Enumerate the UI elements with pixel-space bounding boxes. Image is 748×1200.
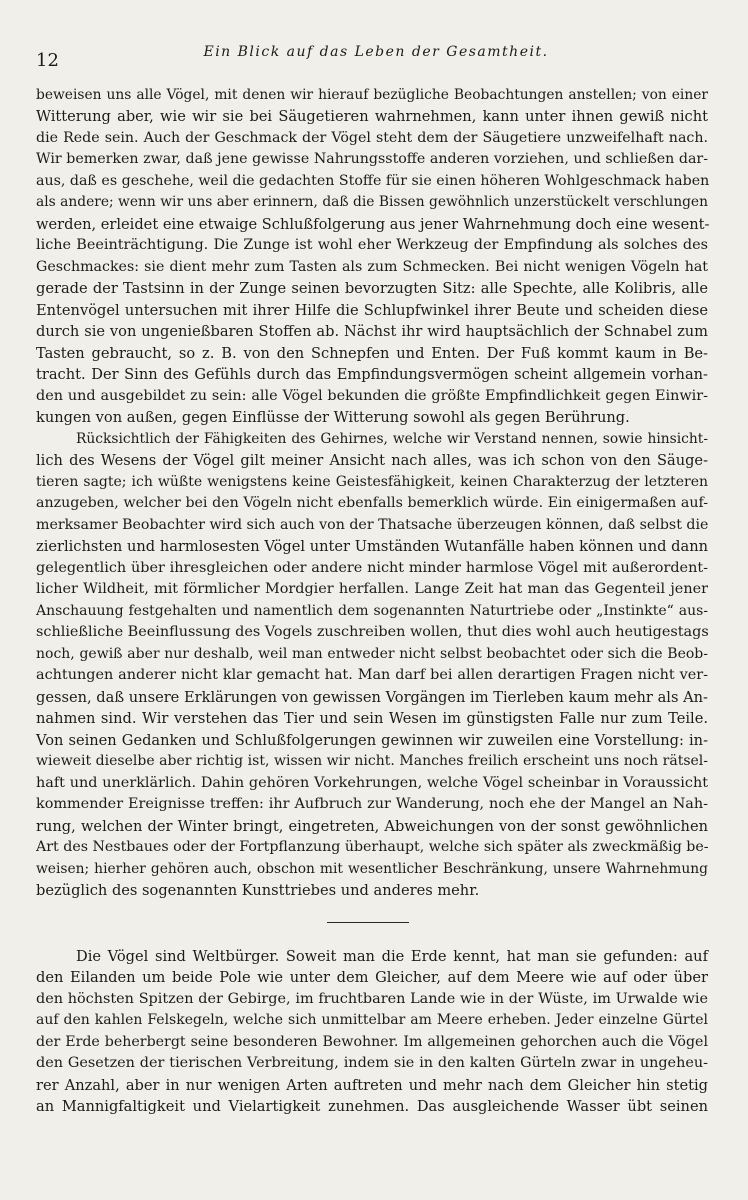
text-line: auf den kahlen Felskegeln, welche sich unmittelbar am Meere erheben. Jeder einzelne Gürtel (36, 1012, 708, 1028)
text-line: rung, welchen der Winter bringt, eingetreten, Abweichungen von der sonst gewöhnlichen (36, 818, 708, 835)
text-line: Witterung aber, wie wir sie bei Säugetieren wahrnehmen, kann unter ihnen gewiß nicht (36, 108, 708, 125)
text-line: beweisen uns alle Vögel, mit denen wir hierauf bezügliche Beobachtungen anstellen; von einer (36, 87, 708, 103)
text-line: der Erde beherbergt seine besonderen Bewohner. Im allgemeinen gehorchen auch die Vögel (36, 1034, 708, 1050)
text-line: den Gesetzen der tierischen Verbreitung, indem sie in den kalten Gürteln zwar in ungeheu- (36, 1055, 708, 1071)
text-line: zierlichsten und harmlosesten Vögel unter Umständen Wutanfälle haben können und dann (36, 538, 708, 555)
text-line: achtungen anderer nicht klar gemacht hat. Man darf bei allen derartigen Fragen nicht ver- (36, 667, 708, 683)
text-line: Anschauung festgehalten und namentlich dem sogenannten Naturtriebe oder „Instinkte“ aus- (36, 603, 708, 619)
text-line: gelegentlich über ihresgleichen oder andere nicht minder harmlose Vögel mit außerordent- (36, 560, 708, 576)
text-line: bezüglich des sogenannten Kunsttriebes und anderes mehr. (36, 882, 480, 899)
text-line: lich des Wesens der Vögel gilt meiner Ansicht nach alles, was ich schon von den Säuge- (36, 452, 708, 469)
text-line: anzugeben, welcher bei den Vögeln nicht ebenfalls bemerklich würde. Ein einigermaßen auf- (36, 495, 708, 511)
text-line: den Eilanden um beide Pole wie unter dem Gleicher, auf dem Meere wie auf oder über (36, 969, 708, 986)
text-line: aus, daß es geschehe, weil die gedachten Stoffe für sie einen höheren Wohlgeschmack haben (36, 173, 710, 189)
text-line: Art des Nestbaues oder der Fortpflanzung überhaupt, welche sich später als zweckmäßig be- (36, 839, 709, 855)
page-header (36, 44, 716, 71)
text-line: noch, gewiß aber nur deshalb, weil man entweder nicht selbst beobachtet oder sich die Beob- (36, 646, 708, 662)
text-line: Rücksichtlich der Fähigkeiten des Gehirnes, welche wir Verstand nennen, sowie hinsicht- (76, 431, 708, 447)
text-line: merksamer Beobachter wird sich auch von der Thatsache überzeugen können, daß selbst die (36, 517, 709, 533)
text-line: Tasten gebraucht, so z. B. von den Schnepfen und Enten. Der Fuß kommt kaum in Be- (36, 345, 708, 362)
text-line: als andere; wenn wir uns aber erinnern, daß die Bissen gewöhnlich unzerstückelt verschlungen (36, 194, 708, 210)
text-line: Entenvögel untersuchen mit ihrer Hilfe die Schlupfwinkel ihrer Beute und scheiden diese (36, 302, 708, 319)
text-line: weisen; hierher gehören auch, obschon mit wesentlicher Beschränkung, unsere Wahrnehmung (36, 861, 708, 877)
text-line: kungen von außen, gegen Einflüsse der Witterung sowohl als gegen Berührung. (36, 409, 630, 426)
text-line: wieweit dieselbe aber richtig ist, wissen wir nicht. Manches freilich erscheint uns noch rätsel- (36, 753, 708, 769)
text-line: Wir bemerken zwar, daß jene gewisse Nahrungsstoffe anderen vorziehen, und schließen dar- (36, 151, 708, 167)
text-line: den und ausgebildet zu sein: alle Vögel bekunden die größte Empfindlichkeit gegen Einwir- (36, 388, 708, 404)
text-line: die Rede sein. Auch der Geschmack der Vögel steht dem der Säugetiere unzweifelhaft nach. (36, 130, 708, 146)
text-line: kommender Ereignisse treffen: ihr Aufbruch zur Wanderung, noch ehe der Mangel an Nah- (36, 796, 708, 812)
running-title: Ein Blick auf das Leben der Gesamtheit. (203, 44, 549, 60)
text-line: an Mannigfaltigkeit und Vielartigkeit zunehmen. Das ausgleichende Wasser übt seinen (36, 1098, 708, 1115)
text-line: den höchsten Spitzen der Gebirge, im fruchtbaren Lande wie in der Wüste, im Urwalde wie (36, 991, 708, 1007)
text-line: liche Beeinträchtigung. Die Zunge ist wohl eher Werkzeug der Empfindung als solches des (36, 237, 708, 253)
text-line: tieren sagte; ich wüßte wenigstens keine Geistesfähigkeit, keinen Charakterzug der letzteren (36, 474, 708, 490)
page-number: 12 (36, 50, 59, 71)
text-line: gerade der Tastsinn in der Zunge seinen bevorzugten Sitz: alle Spechte, alle Kolibris, alle (36, 280, 708, 297)
text-line: Die Vögel sind Weltbürger. Soweit man die Erde kennt, hat man sie gefunden: auf (76, 948, 708, 965)
text-line: schließliche Beeinflussung des Vogels zuschreiben wollen, thut dies wohl auch heutigestags (36, 624, 709, 640)
text-line: werden, erleidet eine etwaige Schlußfolgerung aus jener Wahrnehmung doch eine wesent- (36, 216, 710, 233)
text-line: durch sie von ungenießbaren Stoffen ab. Nächst ihr wird hauptsächlich der Schnabel zum (36, 323, 708, 340)
text-line: Von seinen Gedanken und Schlußfolgerungen gewinnen wir zuweilen eine Vorstellung: in- (36, 732, 708, 749)
text-line: Geschmackes: sie dient mehr zum Tasten als zum Schmecken. Bei nicht wenigen Vögeln hat (36, 259, 708, 275)
text-line: tracht. Der Sinn des Gefühls durch das Empfindungsvermögen scheint allgemein vorhan- (36, 366, 708, 383)
section-divider (327, 922, 409, 923)
text-line: rer Anzahl, aber in nur wenigen Arten auftreten und mehr nach dem Gleicher hin stetig (36, 1077, 708, 1094)
text-line: licher Wildheit, mit förmlicher Mordgier herfallen. Lange Zeit hat man das Gegenteil jener (36, 581, 708, 597)
text-line: gessen, daß unsere Erklärungen von gewissen Vorgängen im Tierleben kaum mehr als An- (36, 689, 708, 706)
text-line: haft und unerklärlich. Dahin gehören Vorkehrungen, welche Vögel scheinbar in Voraussicht (36, 775, 708, 791)
text-line: nahmen sind. Wir verstehen das Tier und sein Wesen im günstigsten Falle nur zum Teile. (36, 710, 708, 727)
